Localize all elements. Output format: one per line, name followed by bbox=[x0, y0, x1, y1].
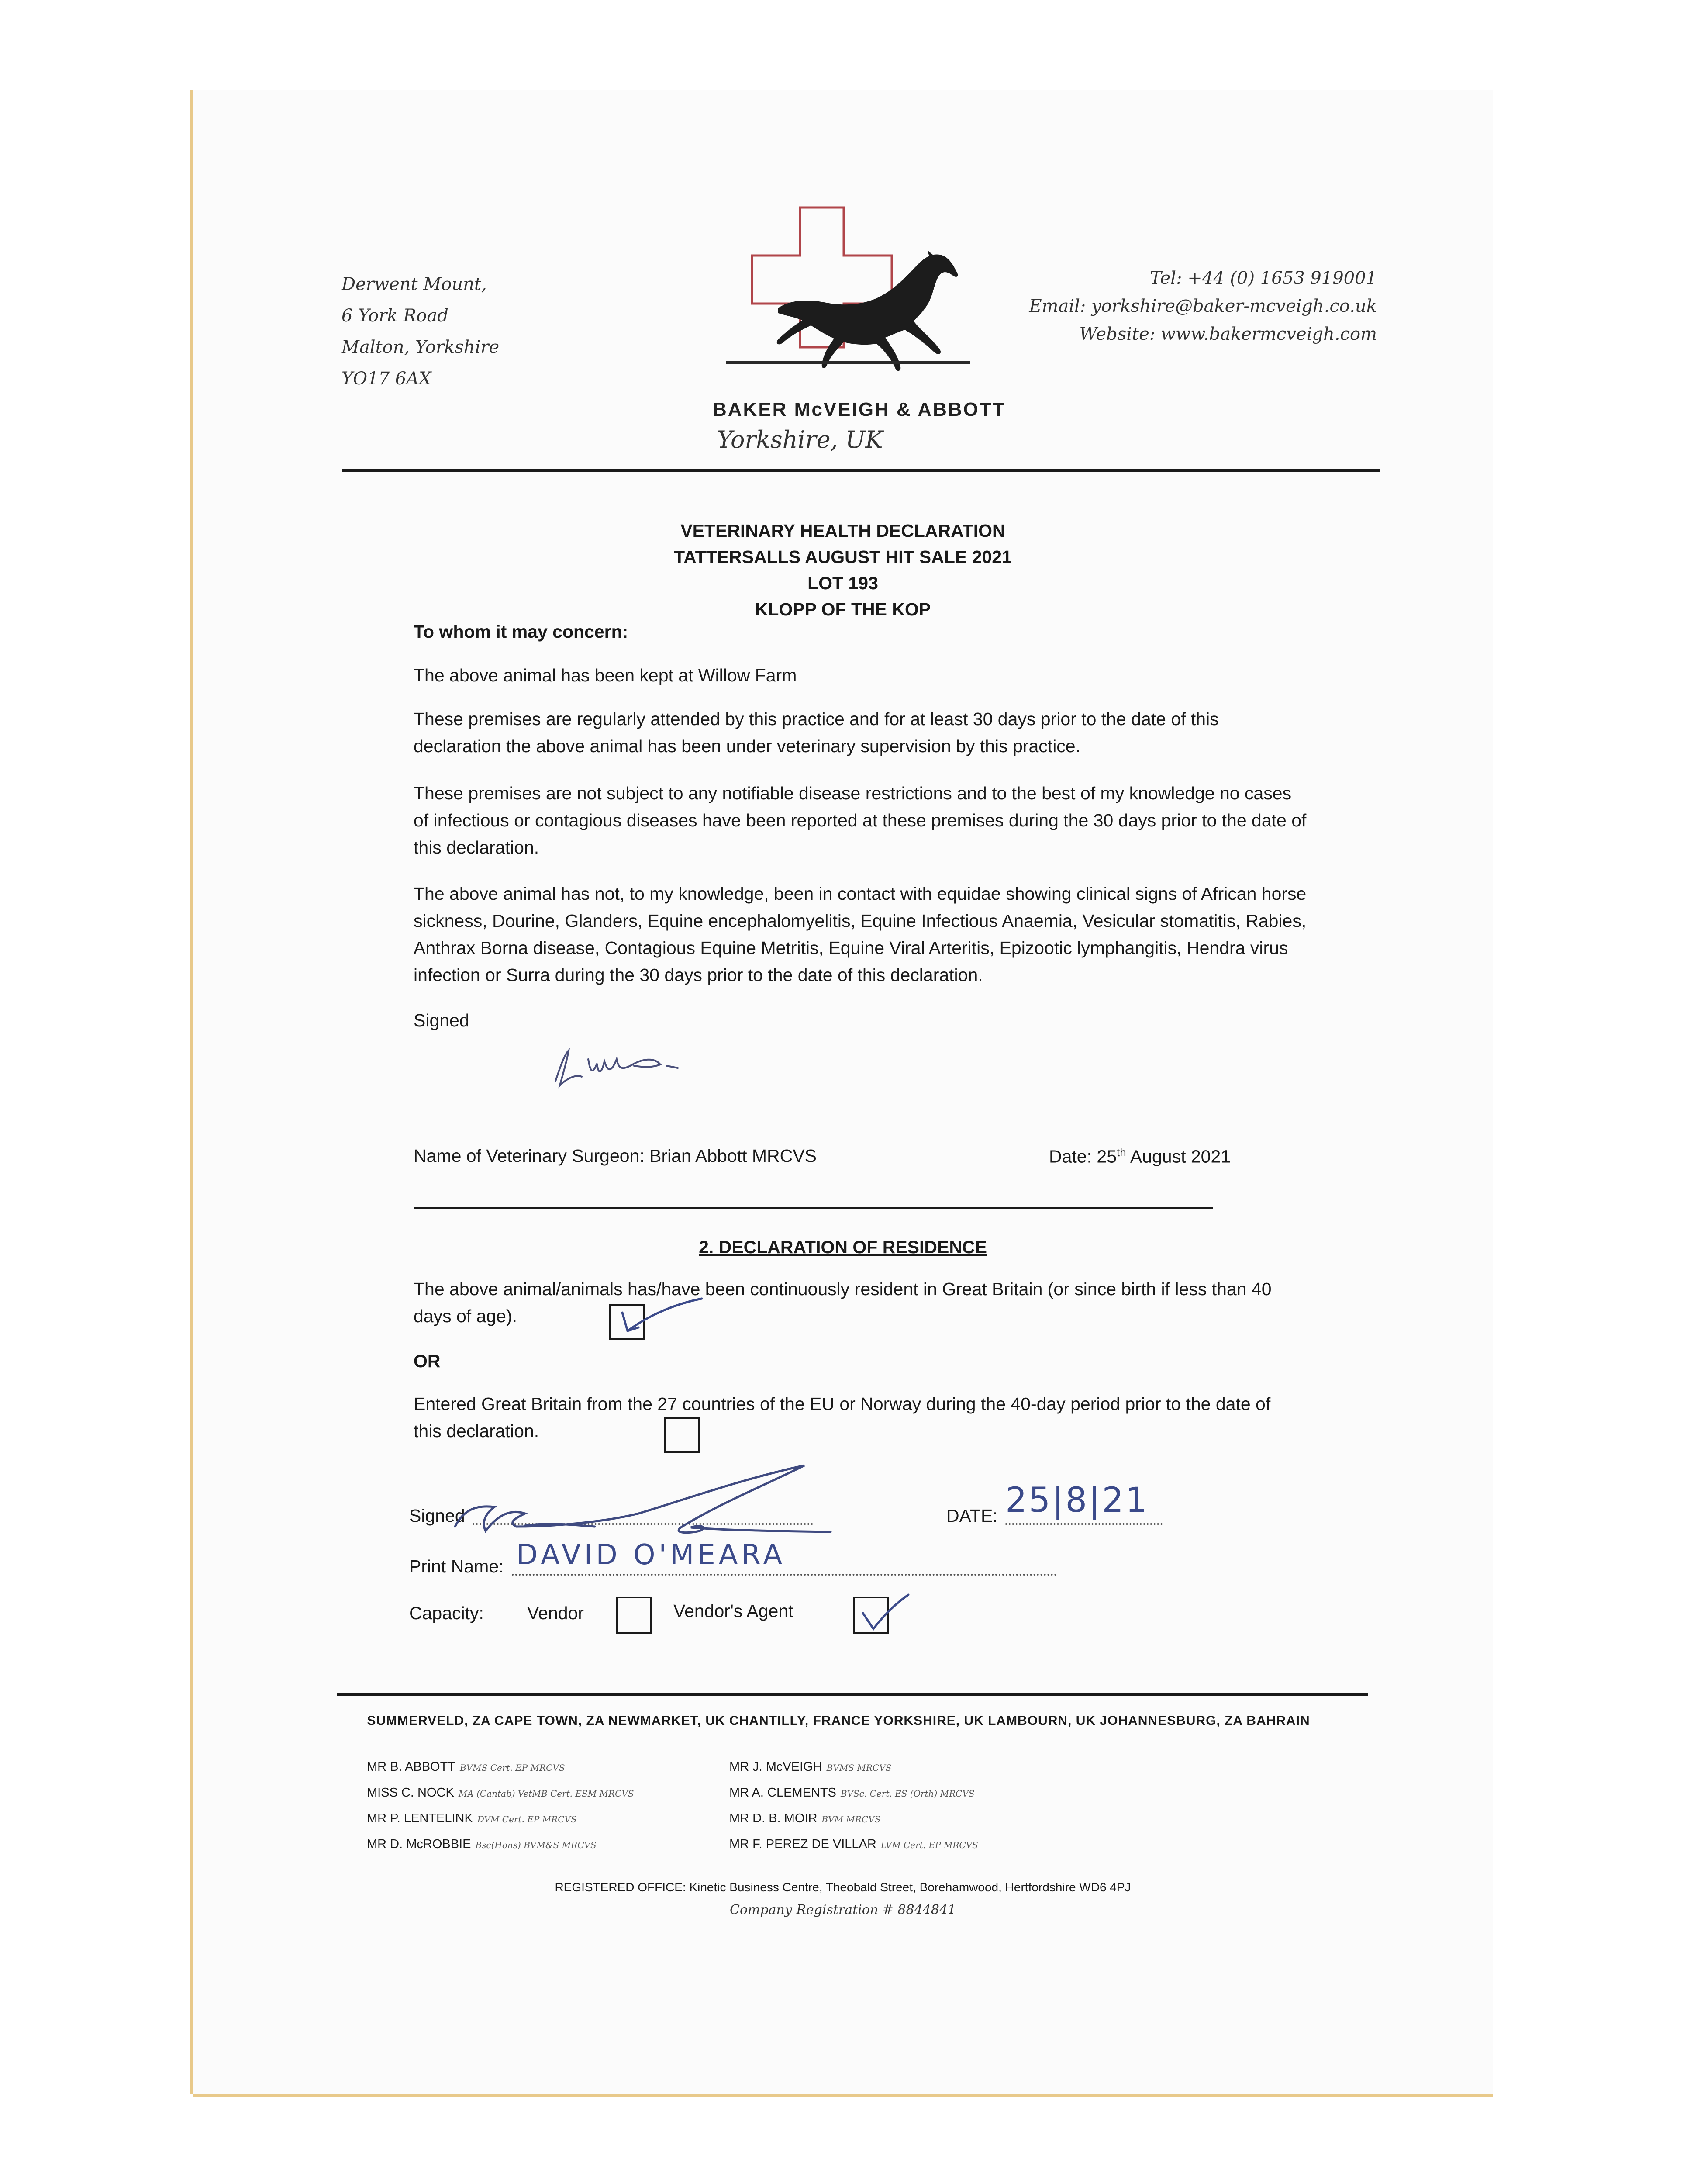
staff-name: MR A. CLEMENTS bbox=[729, 1786, 836, 1800]
office-locations: SUMMERVELD, ZA CAPE TOWN, ZA NEWMARKET, UK CHANTILLY, FRANCE YORKSHIRE, UK LAMBOURN, UK JOHANNESBURG, ZA BAHRAIN bbox=[367, 1714, 1310, 1728]
logo-cross-horse-icon bbox=[726, 199, 970, 391]
staff-entry bbox=[367, 1780, 634, 1806]
title-line: KLOPP OF THE KOP bbox=[755, 599, 931, 619]
print-name-value: DAVID O'MEARA bbox=[516, 1539, 786, 1571]
firm-location: Yorkshire, UK bbox=[717, 426, 883, 453]
footer-divider bbox=[337, 1693, 1368, 1696]
document-page bbox=[193, 90, 1493, 2094]
staff-entry bbox=[367, 1832, 634, 1858]
vet-surgeon-name: Name of Veterinary Surgeon: Brian Abbott MRCVS bbox=[414, 1146, 817, 1166]
staff-name: MISS C. NOCK bbox=[367, 1786, 454, 1800]
title-line: TATTERSALLS AUGUST HIT SALE 2021 bbox=[674, 547, 1012, 567]
website-text: Website: www.bakermcveigh.com bbox=[1079, 324, 1377, 344]
staff-quals: DVM Cert. EP MRCVS bbox=[477, 1814, 577, 1825]
staff-quals: MA (Cantab) VetMB Cert. ESM MRCVS bbox=[458, 1788, 634, 1799]
staff-name: MR J. McVEIGH bbox=[729, 1760, 822, 1774]
staff-name: MR D. McROBBIE bbox=[367, 1837, 471, 1851]
paragraph-contact: The above animal has not, to my knowledge, been in contact with equidae showing clinical signs of African horse sickness, Dourine, Glanders, Equine encephalomyelitis, Equine Infectious Anaemia, Vesicular stomatitis, Rabies, Anthrax Borna disease, Contagious Equine Metritis, Equine Viral Arteritis, Epizootic lymphangitis, Hendra virus infection or Surra during the 30 days prior to the date of this declaration. bbox=[414, 884, 1307, 985]
staff-name: MR D. B. MOIR bbox=[729, 1811, 818, 1825]
date-prefix: Date: 25 bbox=[1049, 1146, 1117, 1167]
company-registration: Company Registration # 8844841 bbox=[729, 1902, 956, 1918]
vendor-checkbox[interactable] bbox=[616, 1597, 652, 1634]
vet-signature bbox=[547, 1033, 704, 1094]
registered-office: REGISTERED OFFICE: Kinetic Business Centre, Theobald Street, Borehamwood, Hertfordshire WD6 4PJ bbox=[555, 1880, 1131, 1894]
check-mark-icon bbox=[614, 1295, 711, 1343]
paragraph-supervision: These premises are regularly attended by this practice and for at least 30 days prior to the date of this declaration the above animal has been under veterinary supervision by this practice. bbox=[414, 709, 1219, 756]
address-line: Derwent Mount, bbox=[342, 274, 487, 294]
phone-text: Tel: +44 (0) 1653 919001 bbox=[1150, 268, 1377, 288]
address-line: 6 York Road bbox=[342, 306, 448, 326]
staff-name: MR B. ABBOTT bbox=[367, 1760, 456, 1774]
staff-entry bbox=[367, 1755, 634, 1780]
staff-quals: Bsc(Hons) BVM&S MRCVS bbox=[475, 1840, 597, 1850]
residence-date-value: 25|8|21 bbox=[1005, 1481, 1149, 1520]
or-label: OR bbox=[414, 1351, 441, 1371]
date-line bbox=[1005, 1523, 1163, 1525]
paragraph-premises: The above animal has been kept at Willow Farm bbox=[414, 665, 797, 685]
staff-list-right bbox=[729, 1755, 978, 1858]
date-suffix: August 2021 bbox=[1126, 1146, 1231, 1167]
address-line: YO17 6AX bbox=[342, 369, 431, 389]
vendor-agent-label: Vendor's Agent bbox=[673, 1601, 793, 1621]
capacity-label: Capacity: bbox=[409, 1603, 484, 1623]
staff-entry bbox=[729, 1806, 978, 1832]
check-mark-icon bbox=[857, 1592, 914, 1636]
staff-quals: LVM Cert. EP MRCVS bbox=[880, 1840, 978, 1850]
staff-entry bbox=[729, 1780, 978, 1806]
practice-address bbox=[342, 269, 499, 394]
address-line: Malton, Yorkshire bbox=[342, 337, 500, 357]
signed-label: Signed bbox=[414, 1010, 469, 1030]
staff-name: MR P. LENTELINK bbox=[367, 1811, 473, 1825]
residence-eu-checkbox[interactable] bbox=[664, 1417, 700, 1453]
staff-entry bbox=[729, 1755, 978, 1780]
print-name-line bbox=[512, 1574, 1057, 1576]
residence-heading: 2. DECLARATION OF RESIDENCE bbox=[699, 1237, 987, 1257]
vet-declaration-date bbox=[1049, 1146, 1231, 1167]
staff-name: MR F. PEREZ DE VILLAR bbox=[729, 1837, 876, 1851]
title-line: VETERINARY HEALTH DECLARATION bbox=[680, 521, 1005, 541]
vendor-label: Vendor bbox=[527, 1603, 584, 1623]
residence-signed-label: Signed bbox=[409, 1506, 465, 1526]
email-text: Email: yorkshire@baker-mcveigh.co.uk bbox=[1029, 296, 1377, 316]
header-divider bbox=[342, 469, 1380, 472]
salutation: To whom it may concern: bbox=[414, 622, 628, 642]
staff-quals: BVSc. Cert. ES (Orth) MRCVS bbox=[840, 1788, 975, 1799]
print-name-label: Print Name: bbox=[409, 1556, 504, 1576]
staff-quals: BVMS MRCVS bbox=[826, 1762, 892, 1773]
residence-date-label: DATE: bbox=[946, 1506, 998, 1526]
residence-option-gb: The above animal/animals has/have been continuously resident in Great Britain (or since birth if less than 40 days of age). bbox=[414, 1279, 1272, 1326]
date-ordinal: th bbox=[1117, 1146, 1126, 1159]
document-title bbox=[193, 518, 1493, 622]
section-divider bbox=[414, 1207, 1213, 1209]
firm-name: BAKER McVEIGH & ABBOTT bbox=[713, 399, 1006, 420]
paragraph-restrictions: These premises are not subject to any notifiable disease restrictions and to the best of my knowledge no cases of infectious or contagious diseases have been reported at these premises during the 30 days prior to the date of this declaration. bbox=[414, 783, 1307, 857]
staff-entry bbox=[729, 1832, 978, 1858]
staff-quals: BVMS Cert. EP MRCVS bbox=[460, 1762, 565, 1773]
staff-list-left bbox=[367, 1755, 634, 1858]
declarant-signature bbox=[438, 1461, 918, 1548]
title-line: LOT 193 bbox=[807, 573, 878, 593]
staff-quals: BVM MRCVS bbox=[821, 1814, 881, 1825]
residence-option-eu: Entered Great Britain from the 27 countries of the EU or Norway during the 40-day period prior to the date of this declaration. bbox=[414, 1394, 1271, 1441]
practice-contact bbox=[1029, 264, 1377, 348]
staff-entry bbox=[367, 1806, 634, 1832]
